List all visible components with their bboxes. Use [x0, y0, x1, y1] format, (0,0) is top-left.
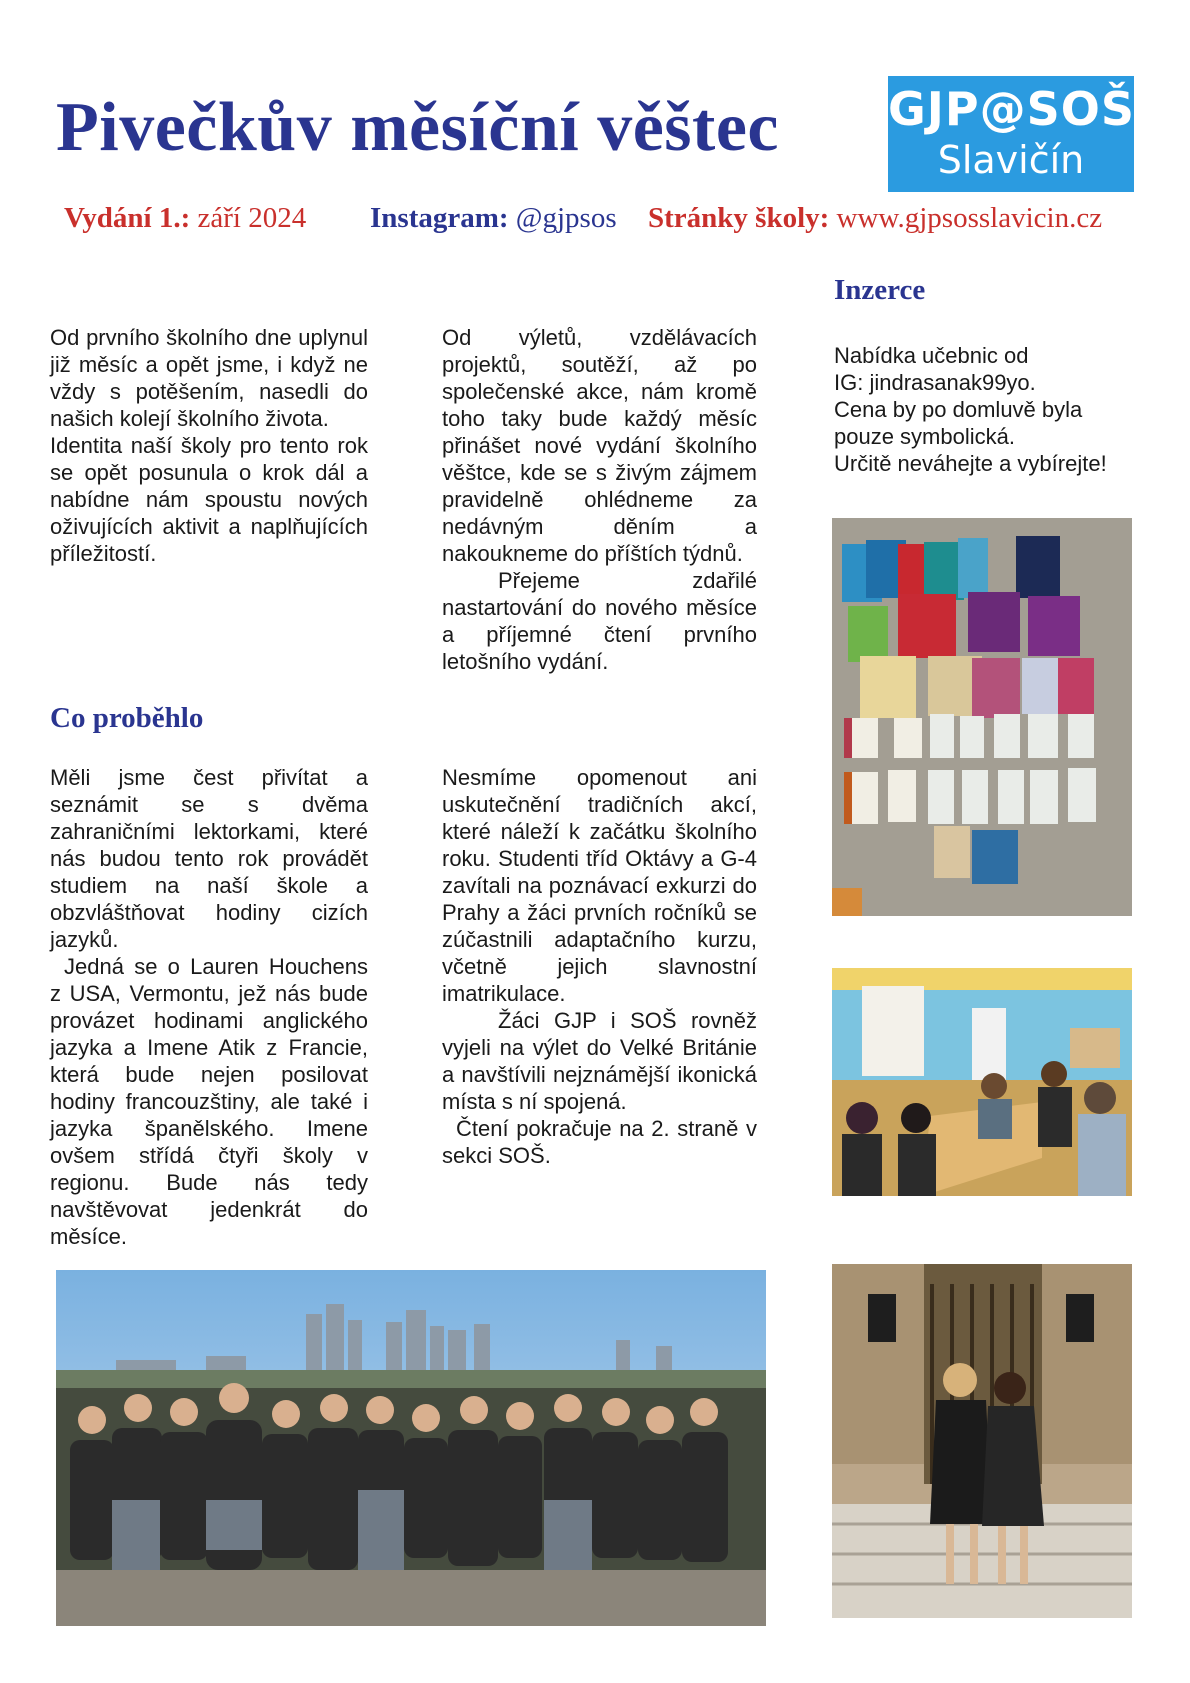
- ads-text: [834, 342, 1144, 477]
- ad-line: Nabídka učebnic od: [834, 343, 1029, 368]
- school-logo: [888, 76, 1134, 192]
- intro-paragraph: Identita naší školy pro tento rok se opět posunula o krok dál a nabídne nám spoustu nových oživujících aktivit a naplňujících příležitostí.: [50, 433, 368, 566]
- group-trip-photo: [56, 1270, 766, 1626]
- instagram-info: [370, 202, 617, 235]
- instagram-handle[interactable]: @gjpsos: [515, 202, 617, 234]
- web-label: Stránky školy:: [648, 202, 830, 234]
- events-column-2: [442, 764, 757, 1169]
- ads-heading: Inzerce: [834, 274, 926, 306]
- teachers-photo: [832, 1264, 1132, 1618]
- intro-paragraph: Od výletů, vzdělávacích projektů, soutěží, až po společenské akce, nám kromě toho taky bude každý měsíc přinášet nové vydání školního věštce, kde se s živým zájmem pravidelně ohlédneme za nedávným děním a nakoukneme do příštích týdnů.: [442, 325, 757, 566]
- events-column-1: [50, 764, 368, 1250]
- section-heading: Co proběhlo: [50, 702, 204, 734]
- textbooks-photo: [832, 518, 1132, 916]
- classroom-photo: [832, 968, 1132, 1196]
- logo-line2: Slavičín: [937, 138, 1085, 182]
- events-paragraph: Měli jsme čest přivítat a seznámit se s dvěma zahraničními lektorkami, které nás budou tento rok provádět studiem na naší škole a obzvláštňovat hodiny cizích jazyků.: [50, 765, 368, 952]
- newsletter-title: Pivečkův měsíční věštec: [56, 89, 779, 166]
- ad-line: Určitě neváhejte a vybírejte!: [834, 451, 1107, 476]
- issue-label: Vydání 1.:: [64, 202, 191, 234]
- ad-line: IG: jindrasanak99yo.: [834, 370, 1036, 395]
- events-paragraph: Žáci GJP i SOŠ rovněž vyjeli na výlet do Velké Británie a navštívili nejznámější ikonická místa s ní spojená.: [442, 1008, 757, 1114]
- events-paragraph: Čtení pokračuje na 2. straně v sekci SOŠ.: [442, 1116, 757, 1168]
- intro-paragraph: Od prvního školního dne uplynul již měsíc a opět jsme, i když ne vždy s potěšením, nasedli do našich kolejí školního života.: [50, 325, 368, 431]
- intro-column-2: [442, 324, 757, 675]
- issue-info: [64, 202, 306, 235]
- intro-paragraph: Přejeme zdařilé nastartování do nového měsíce a příjemné čtení prvního letošního vydání.: [442, 568, 757, 674]
- issue-date: září 2024: [197, 202, 307, 234]
- ad-line: Cena by po domluvě byla: [834, 397, 1083, 422]
- web-url[interactable]: www.gjpsosslavicin.cz: [836, 202, 1103, 234]
- intro-column-1: [50, 324, 368, 567]
- events-paragraph: Jedná se o Lauren Houchens z USA, Vermontu, jež nás bude provázet hodinami anglického jazyka a Imene Atik z Francie, která bude nejen posilovat hodiny francouzštiny, ale také i jazyka španělského. Imene ovšem střídá čtyři školy v regionu. Bude nás tedy navštěvovat jedenkrát do měsíce.: [50, 954, 368, 1249]
- logo-line1: GJP@SOŠ: [888, 82, 1135, 136]
- ad-line: pouze symbolická.: [834, 424, 1015, 449]
- instagram-label: Instagram:: [370, 202, 509, 234]
- web-info: [648, 202, 1102, 235]
- events-paragraph: Nesmíme opomenout ani uskutečnění tradičních akcí, které náleží k začátku školního roku. Studenti tříd Oktávy a G-4 zavítali na poznávací exkurzi do Prahy a žáci prvních ročníků se zúčastnili adaptačního kurzu, včetně jejich slavnostní imatrikulace.: [442, 765, 757, 1006]
